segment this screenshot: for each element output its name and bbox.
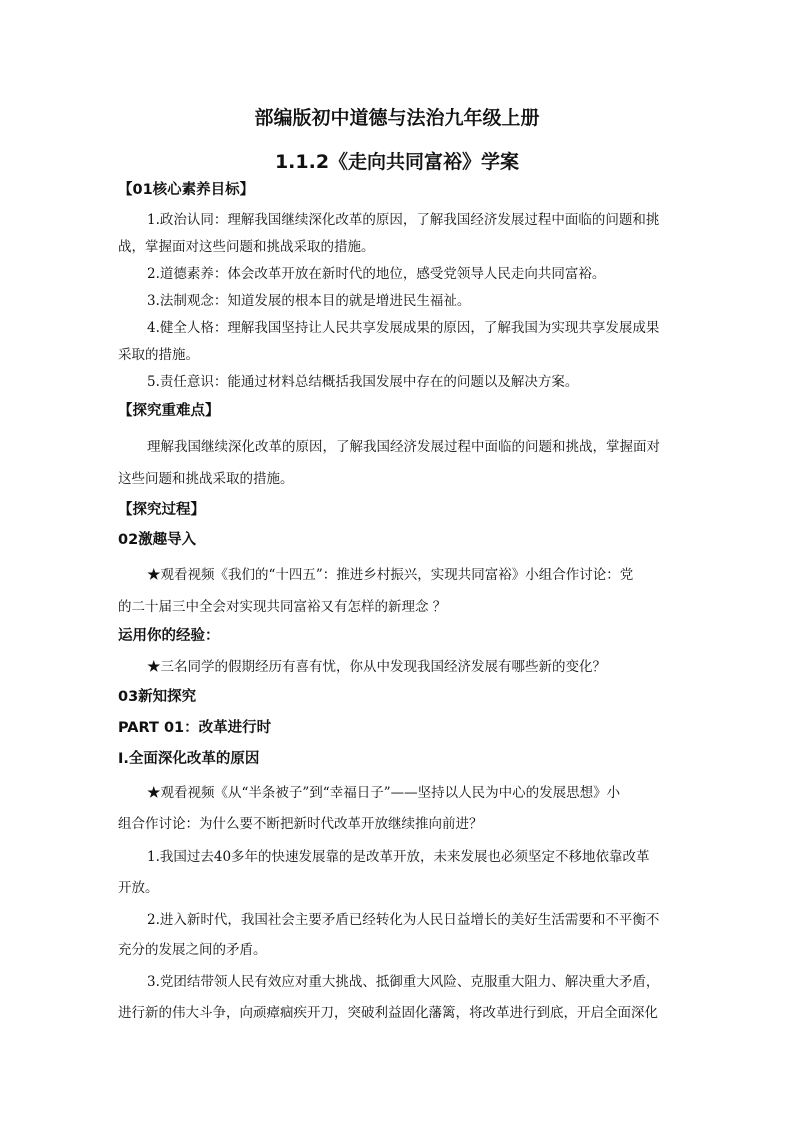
goal-line: 4.健全人格：理解我国坚持让人民共享发展成果的原因，了解我国为实现共享发展成果 xyxy=(147,320,660,336)
point-line: 开放。 xyxy=(118,880,159,896)
section-heading-experience: 运用你的经验： xyxy=(118,628,220,644)
reason-intro-line: 组合作讨论：为什么要不断把新时代改革开放继续推向前进？ xyxy=(118,816,483,832)
key-line: 这些问题和挑战采取的措施。 xyxy=(118,471,294,487)
reason-intro-line: ★观看视频《从“半条被子”到“幸福日子”——坚持以人民为中心的发展思想》小 xyxy=(147,785,621,801)
section-heading-intro: 02激趣导入 xyxy=(118,532,197,548)
goal-line: 3.法制观念：知道发展的根本目的就是增进民生福祉。 xyxy=(147,293,471,309)
goal-line: 5.责任意识：能通过材料总结概括我国发展中存在的问题以及解决方案。 xyxy=(147,374,579,390)
point-line: 1.我国过去40多年的快速发展靠的是改革开放，未来发展也必须坚定不移地依靠改革 xyxy=(147,849,650,865)
point-line: 3.党团结带领人民有效应对重大挑战、抵御重大风险、克服重大阻力、解决重大矛盾， xyxy=(147,974,660,990)
goal-line: 战，掌握面对这些问题和挑战采取的措施。 xyxy=(118,239,375,255)
section-heading-goals: 【01核心素养目标】 xyxy=(118,182,255,198)
section-heading-process: 【探究过程】 xyxy=(118,502,205,518)
intro-line: 的二十届三中全会对实现共同富裕又有怎样的新理念 ？ xyxy=(118,599,447,615)
section-heading-key-points: 【探究重难点】 xyxy=(118,403,220,419)
document-title: 部编版初中道德与法治九年级上册 xyxy=(254,107,540,129)
section-heading-part: PART 01：改革进行时 xyxy=(118,720,272,736)
intro-line: ★观看视频《我们的“十四五”：推进乡村振兴，实现共同富裕》小组合作讨论：党 xyxy=(147,567,634,583)
goal-line: 2.道德素养：体会改革开放在新时代的地位，感受党领导人民走向共同富裕。 xyxy=(147,266,606,282)
point-line: 充分的发展之间的矛盾。 xyxy=(118,942,267,958)
experience-line: ★三名同学的假期经历有喜有忧，你从中发现我国经济发展有哪些新的变化？ xyxy=(147,659,606,675)
document-subtitle: 1.1.2《走向共同富裕》学案 xyxy=(274,151,520,173)
goal-line: 1.政治认同：理解我国继续深化改革的原因，了解我国经济发展过程中面临的问题和挑 xyxy=(147,212,660,228)
key-line: 理解我国继续深化改革的原因，了解我国经济发展过程中面临的问题和挑战，掌握面对 xyxy=(147,439,660,455)
point-line: 进行新的伟大斗争，向顽瘴痼疾开刀，突破利益固化藩篱，将改革进行到底，开启全面深化 xyxy=(118,1005,658,1021)
section-heading-reason: Ⅰ.全面深化改革的原因 xyxy=(118,751,260,767)
point-line: 2.进入新时代，我国社会主要矛盾已经转化为人民日益增长的美好生活需要和不平衡不 xyxy=(147,912,660,928)
goal-line: 采取的措施。 xyxy=(118,347,199,363)
section-heading-new-knowledge: 03新知探究 xyxy=(118,689,197,705)
